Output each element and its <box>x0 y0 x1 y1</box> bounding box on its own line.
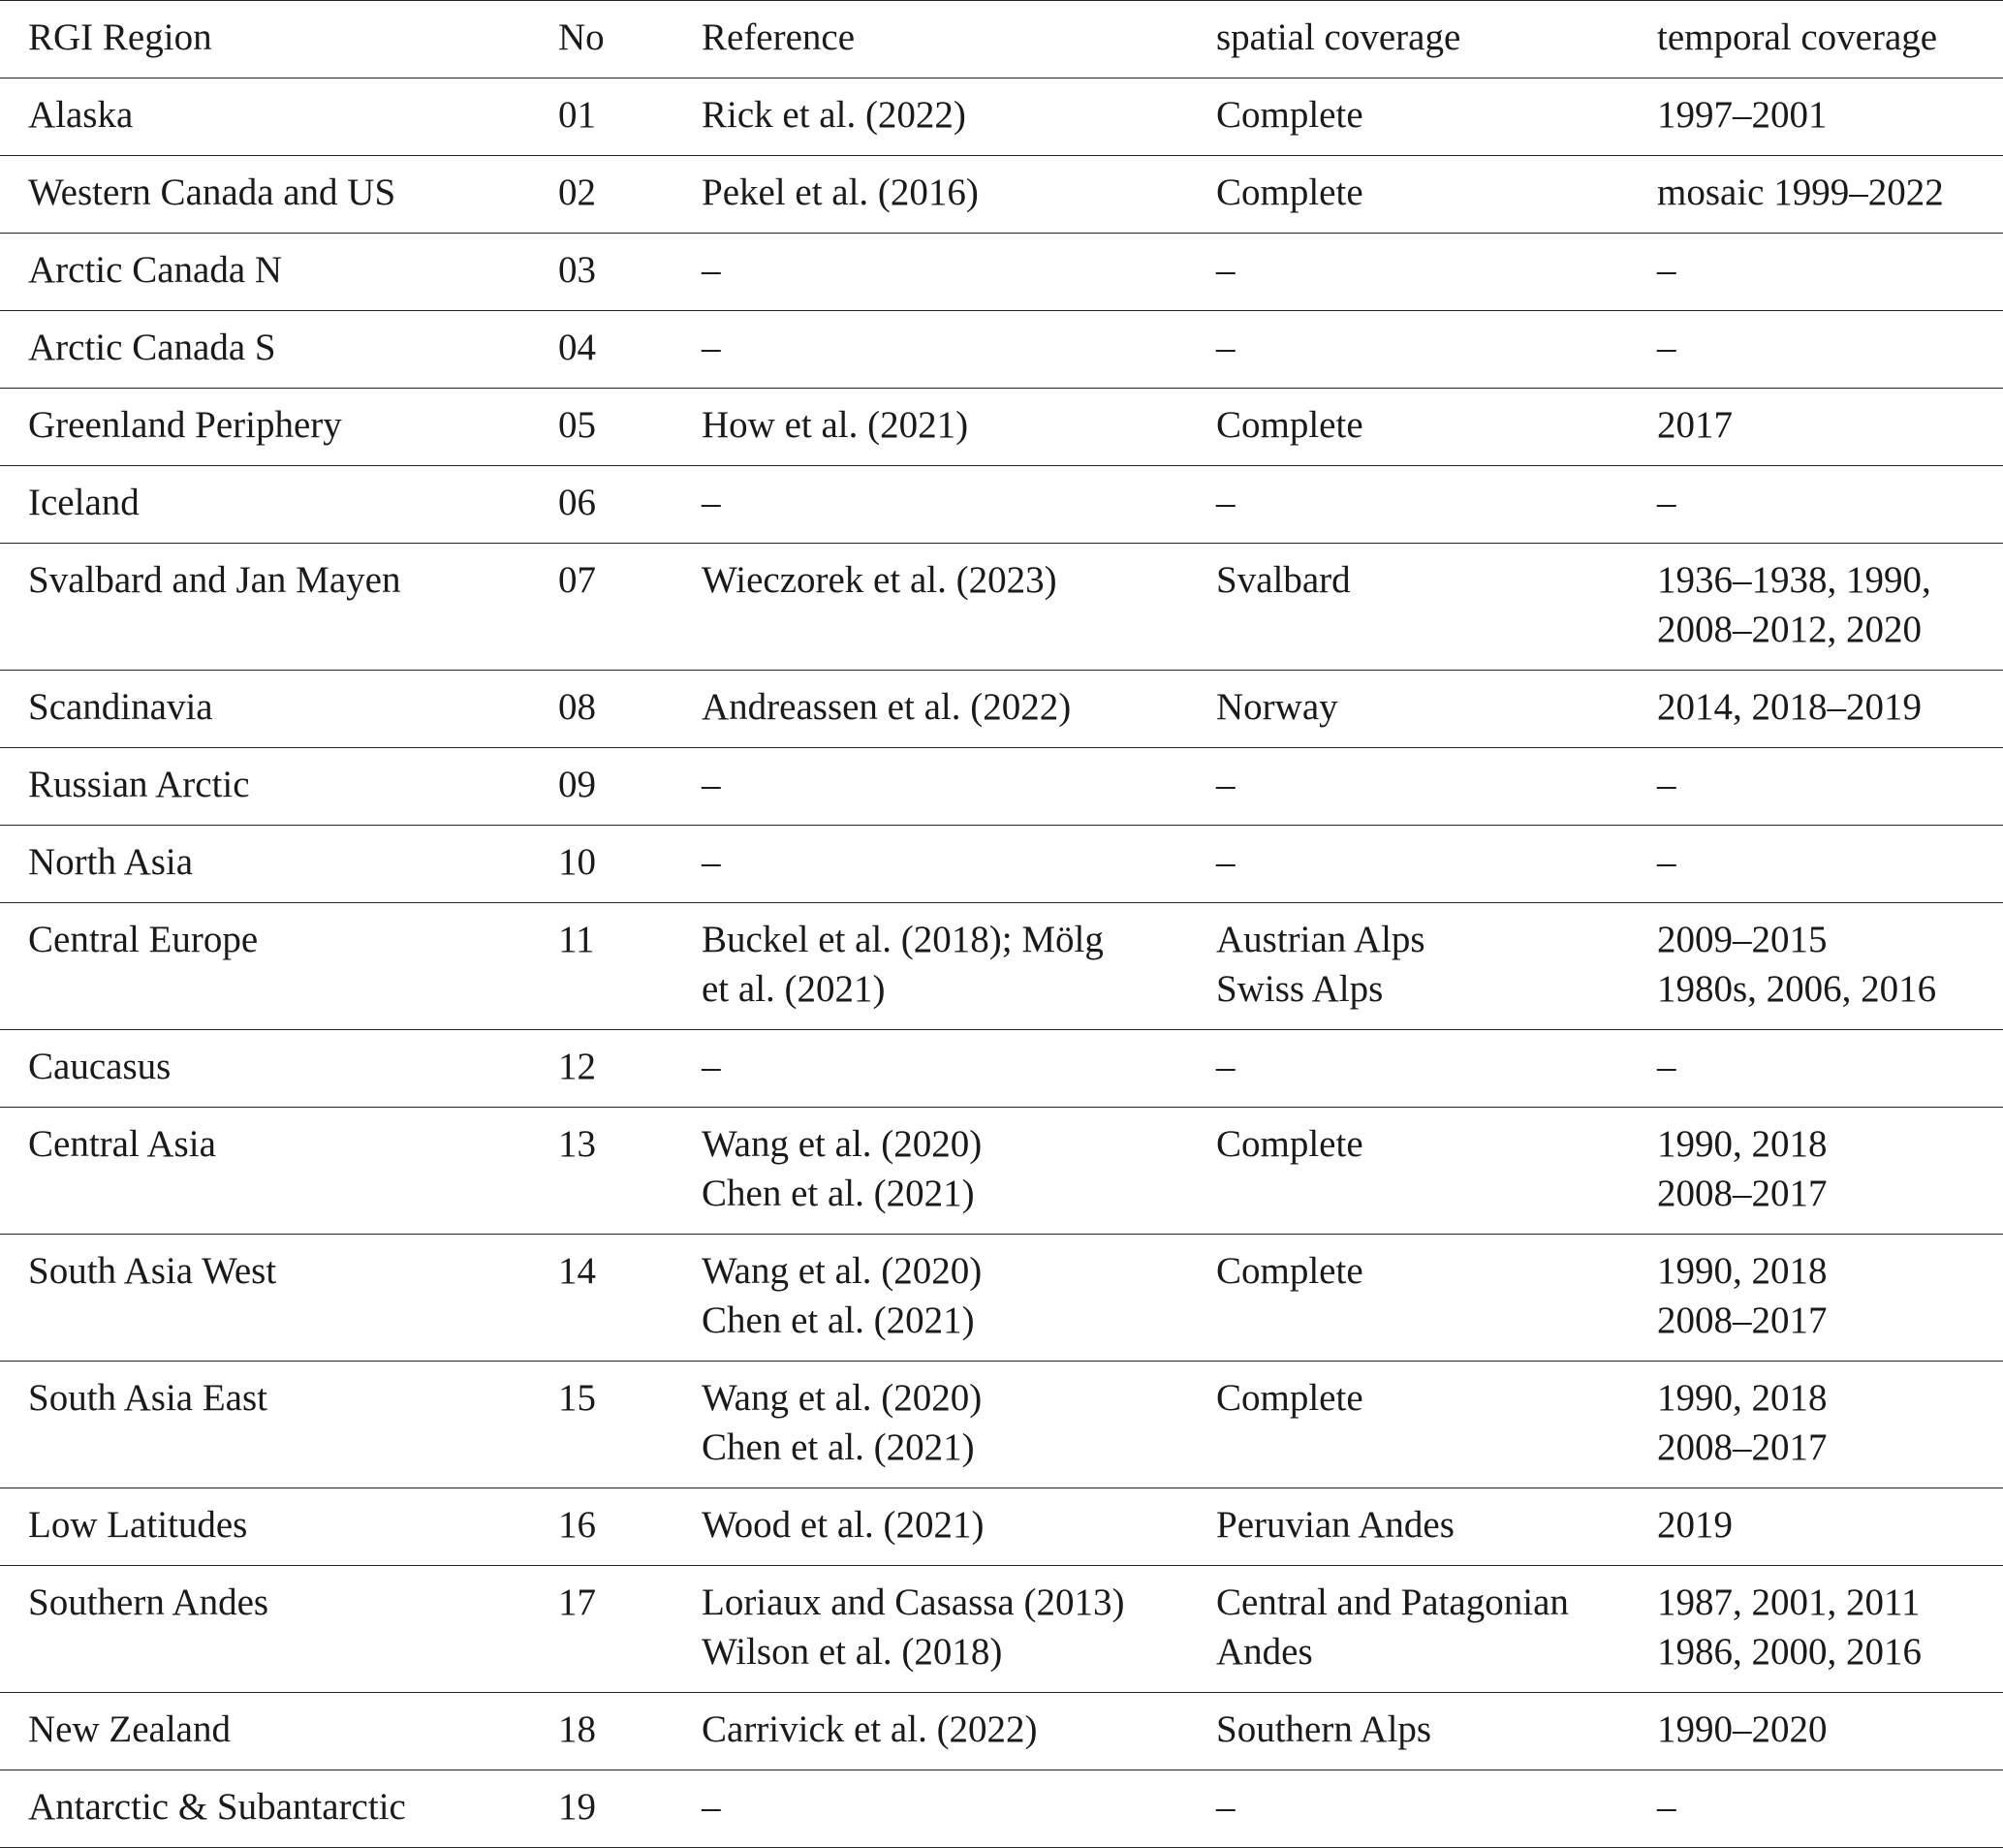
cell-temporal-coverage-line: mosaic 1999–2022 <box>1657 172 1944 213</box>
cell-reference <box>702 544 1216 671</box>
cell-temporal-coverage <box>1657 1693 2003 1770</box>
cell-region-number: 14 <box>558 1235 702 1362</box>
table-row <box>0 1566 2003 1693</box>
cell-temporal-coverage <box>1657 903 2003 1030</box>
cell-temporal-coverage-line: – <box>1657 764 1676 805</box>
cell-reference <box>702 1362 1216 1488</box>
cell-reference-line: Chen et al. (2021) <box>702 1300 975 1341</box>
header-no: No <box>558 1 702 78</box>
cell-reference-line: Wilson et al. (2018) <box>702 1631 1003 1673</box>
cell-reference <box>702 466 1216 544</box>
cell-spatial-coverage <box>1216 1770 1657 1848</box>
cell-temporal-coverage-line: 2008–2017 <box>1657 1300 1828 1341</box>
cell-temporal-coverage-line: 2009–2015 <box>1657 919 1828 960</box>
cell-spatial-coverage-line: Complete <box>1216 1377 1363 1419</box>
cell-spatial-coverage-line: – <box>1216 841 1236 883</box>
table-row <box>0 1362 2003 1488</box>
cell-region: South Asia East <box>0 1362 558 1488</box>
header-reference: Reference <box>702 1 1216 78</box>
cell-region: North Asia <box>0 826 558 903</box>
cell-temporal-coverage-line: – <box>1657 249 1676 291</box>
cell-temporal-coverage <box>1657 826 2003 903</box>
cell-temporal-coverage-line: 1990–2020 <box>1657 1708 1828 1750</box>
cell-temporal-coverage-line: 2019 <box>1657 1504 1733 1546</box>
cell-reference-line: – <box>702 327 721 368</box>
cell-spatial-coverage-line: Complete <box>1216 1250 1363 1292</box>
cell-reference-line: Wieczorek et al. (2023) <box>702 559 1057 601</box>
cell-reference-line: – <box>702 764 721 805</box>
cell-reference-line: Wood et al. (2021) <box>702 1504 985 1546</box>
cell-temporal-coverage <box>1657 1030 2003 1108</box>
header-temporal-coverage: temporal coverage <box>1657 1 2003 78</box>
cell-reference <box>702 1235 1216 1362</box>
table-row <box>0 903 2003 1030</box>
cell-temporal-coverage-line: 2008–2017 <box>1657 1173 1828 1214</box>
table-row <box>0 1235 2003 1362</box>
cell-reference <box>702 1693 1216 1770</box>
cell-reference-line: et al. (2021) <box>702 968 886 1010</box>
cell-region: Caucasus <box>0 1030 558 1108</box>
cell-reference <box>702 311 1216 389</box>
cell-region: Southern Andes <box>0 1566 558 1693</box>
cell-spatial-coverage-line: Central and Patagonian <box>1216 1582 1569 1623</box>
table-row <box>0 671 2003 748</box>
cell-region-number: 16 <box>558 1488 702 1566</box>
cell-spatial-coverage-line: – <box>1216 482 1236 523</box>
cell-temporal-coverage-line: 1990, 2018 <box>1657 1250 1828 1292</box>
cell-region: Scandinavia <box>0 671 558 748</box>
table-row <box>0 234 2003 311</box>
table-row <box>0 1488 2003 1566</box>
cell-temporal-coverage-line: – <box>1657 482 1676 523</box>
cell-region-number: 06 <box>558 466 702 544</box>
cell-temporal-coverage-line: 1990, 2018 <box>1657 1377 1828 1419</box>
cell-temporal-coverage <box>1657 389 2003 466</box>
cell-temporal-coverage-line: 2008–2017 <box>1657 1426 1828 1468</box>
cell-temporal-coverage-line: 1987, 2001, 2011 <box>1657 1582 1921 1623</box>
cell-spatial-coverage-line: – <box>1216 764 1236 805</box>
cell-reference-line: How et al. (2021) <box>702 404 969 446</box>
cell-reference-line: Carrivick et al. (2022) <box>702 1708 1038 1750</box>
cell-region: Russian Arctic <box>0 748 558 826</box>
cell-reference <box>702 903 1216 1030</box>
cell-temporal-coverage <box>1657 311 2003 389</box>
cell-temporal-coverage <box>1657 1488 2003 1566</box>
cell-temporal-coverage <box>1657 671 2003 748</box>
table-row <box>0 748 2003 826</box>
cell-region-number: 02 <box>558 156 702 234</box>
cell-spatial-coverage <box>1216 78 1657 156</box>
cell-region-number: 11 <box>558 903 702 1030</box>
cell-spatial-coverage <box>1216 466 1657 544</box>
cell-temporal-coverage-line: – <box>1657 841 1676 883</box>
cell-region: Arctic Canada S <box>0 311 558 389</box>
table-body <box>0 78 2003 1848</box>
cell-temporal-coverage-line: 2017 <box>1657 404 1733 446</box>
cell-spatial-coverage-line: – <box>1216 249 1236 291</box>
cell-region: New Zealand <box>0 1693 558 1770</box>
cell-spatial-coverage-line: Svalbard <box>1216 559 1351 601</box>
cell-spatial-coverage <box>1216 156 1657 234</box>
cell-reference-line: – <box>702 1046 721 1087</box>
cell-temporal-coverage <box>1657 1362 2003 1488</box>
cell-temporal-coverage <box>1657 748 2003 826</box>
cell-reference-line: – <box>702 249 721 291</box>
cell-spatial-coverage-line: Complete <box>1216 404 1363 446</box>
cell-temporal-coverage <box>1657 1770 2003 1848</box>
cell-spatial-coverage <box>1216 544 1657 671</box>
cell-reference-line: Pekel et al. (2016) <box>702 172 979 213</box>
cell-reference <box>702 234 1216 311</box>
cell-region: Central Europe <box>0 903 558 1030</box>
cell-spatial-coverage-line: Peruvian Andes <box>1216 1504 1455 1546</box>
table-row <box>0 826 2003 903</box>
cell-reference <box>702 1488 1216 1566</box>
cell-region-number: 15 <box>558 1362 702 1488</box>
table-row <box>0 389 2003 466</box>
cell-region-number: 03 <box>558 234 702 311</box>
table-row <box>0 1030 2003 1108</box>
cell-spatial-coverage <box>1216 1235 1657 1362</box>
cell-reference-line: – <box>702 482 721 523</box>
cell-reference-line: Loriaux and Casassa (2013) <box>702 1582 1125 1623</box>
cell-spatial-coverage <box>1216 1488 1657 1566</box>
header-rgi-region: RGI Region <box>0 1 558 78</box>
cell-region-number: 10 <box>558 826 702 903</box>
cell-reference-line: Chen et al. (2021) <box>702 1173 975 1214</box>
cell-spatial-coverage <box>1216 1566 1657 1693</box>
cell-temporal-coverage-line: 1990, 2018 <box>1657 1123 1828 1165</box>
cell-reference <box>702 671 1216 748</box>
cell-spatial-coverage <box>1216 671 1657 748</box>
cell-reference <box>702 156 1216 234</box>
cell-reference-line: Wang et al. (2020) <box>702 1123 983 1165</box>
cell-reference-line: – <box>702 841 721 883</box>
cell-temporal-coverage <box>1657 1566 2003 1693</box>
cell-temporal-coverage-line: 2014, 2018–2019 <box>1657 686 1922 728</box>
cell-region: South Asia West <box>0 1235 558 1362</box>
cell-spatial-coverage <box>1216 1362 1657 1488</box>
cell-temporal-coverage <box>1657 156 2003 234</box>
cell-reference-line: Andreassen et al. (2022) <box>702 686 1072 728</box>
cell-region-number: 19 <box>558 1770 702 1848</box>
cell-spatial-coverage <box>1216 311 1657 389</box>
cell-region: Arctic Canada N <box>0 234 558 311</box>
table-row <box>0 78 2003 156</box>
cell-temporal-coverage <box>1657 1235 2003 1362</box>
cell-region: Alaska <box>0 78 558 156</box>
cell-temporal-coverage <box>1657 234 2003 311</box>
cell-region-number: 12 <box>558 1030 702 1108</box>
cell-region: Iceland <box>0 466 558 544</box>
cell-reference-line: Buckel et al. (2018); Mölg <box>702 919 1104 960</box>
cell-region-number: 13 <box>558 1108 702 1235</box>
cell-spatial-coverage <box>1216 234 1657 311</box>
cell-region-number: 05 <box>558 389 702 466</box>
cell-reference <box>702 1566 1216 1693</box>
cell-region: Greenland Periphery <box>0 389 558 466</box>
cell-reference-line: Wang et al. (2020) <box>702 1250 983 1292</box>
cell-temporal-coverage <box>1657 544 2003 671</box>
cell-temporal-coverage-line: 1986, 2000, 2016 <box>1657 1631 1922 1673</box>
cell-region-number: 07 <box>558 544 702 671</box>
cell-reference <box>702 1108 1216 1235</box>
table-row <box>0 1770 2003 1848</box>
cell-spatial-coverage-line: Swiss Alps <box>1216 968 1384 1010</box>
cell-spatial-coverage <box>1216 1030 1657 1108</box>
cell-temporal-coverage-line: 1980s, 2006, 2016 <box>1657 968 1937 1010</box>
cell-reference-line: Wang et al. (2020) <box>702 1377 983 1419</box>
cell-spatial-coverage-line: Southern Alps <box>1216 1708 1432 1750</box>
cell-spatial-coverage-line: Complete <box>1216 172 1363 213</box>
cell-reference <box>702 826 1216 903</box>
cell-region-number: 08 <box>558 671 702 748</box>
table-row <box>0 466 2003 544</box>
cell-spatial-coverage-line: Complete <box>1216 94 1363 136</box>
table-row <box>0 156 2003 234</box>
cell-spatial-coverage <box>1216 389 1657 466</box>
cell-spatial-coverage-line: – <box>1216 1786 1236 1828</box>
cell-spatial-coverage <box>1216 1108 1657 1235</box>
cell-spatial-coverage-line: Austrian Alps <box>1216 919 1425 960</box>
cell-region: Svalbard and Jan Mayen <box>0 544 558 671</box>
cell-spatial-coverage <box>1216 748 1657 826</box>
cell-temporal-coverage-line: – <box>1657 327 1676 368</box>
cell-temporal-coverage <box>1657 78 2003 156</box>
cell-spatial-coverage-line: Norway <box>1216 686 1338 728</box>
table-header <box>0 1 2003 78</box>
cell-region: Antarctic & Subantarctic <box>0 1770 558 1848</box>
cell-region-number: 17 <box>558 1566 702 1693</box>
table-row <box>0 1108 2003 1235</box>
cell-temporal-coverage <box>1657 466 2003 544</box>
table-row <box>0 311 2003 389</box>
cell-region: Low Latitudes <box>0 1488 558 1566</box>
cell-temporal-coverage-line: 1997–2001 <box>1657 94 1828 136</box>
cell-temporal-coverage-line: 2008–2012, 2020 <box>1657 609 1922 650</box>
cell-reference <box>702 1030 1216 1108</box>
cell-spatial-coverage-line: – <box>1216 1046 1236 1087</box>
cell-spatial-coverage-line: Andes <box>1216 1631 1313 1673</box>
header-spatial-coverage: spatial coverage <box>1216 1 1657 78</box>
cell-reference-line: – <box>702 1786 721 1828</box>
cell-region: Western Canada and US <box>0 156 558 234</box>
cell-temporal-coverage-line: – <box>1657 1786 1676 1828</box>
cell-region-number: 18 <box>558 1693 702 1770</box>
table-row <box>0 544 2003 671</box>
cell-reference <box>702 748 1216 826</box>
cell-spatial-coverage <box>1216 826 1657 903</box>
cell-spatial-coverage-line: Complete <box>1216 1123 1363 1165</box>
cell-region-number: 01 <box>558 78 702 156</box>
table-row <box>0 1693 2003 1770</box>
header-row <box>0 1 2003 78</box>
cell-region-number: 04 <box>558 311 702 389</box>
cell-reference-line: Chen et al. (2021) <box>702 1426 975 1468</box>
cell-reference <box>702 1770 1216 1848</box>
cell-spatial-coverage <box>1216 903 1657 1030</box>
cell-region: Central Asia <box>0 1108 558 1235</box>
cell-temporal-coverage-line: – <box>1657 1046 1676 1087</box>
cell-spatial-coverage <box>1216 1693 1657 1770</box>
cell-spatial-coverage-line: – <box>1216 327 1236 368</box>
cell-reference <box>702 389 1216 466</box>
cell-reference-line: Rick et al. (2022) <box>702 94 966 136</box>
cell-temporal-coverage-line: 1936–1938, 1990, <box>1657 559 1931 601</box>
cell-region-number: 09 <box>558 748 702 826</box>
cell-temporal-coverage <box>1657 1108 2003 1235</box>
cell-reference <box>702 78 1216 156</box>
